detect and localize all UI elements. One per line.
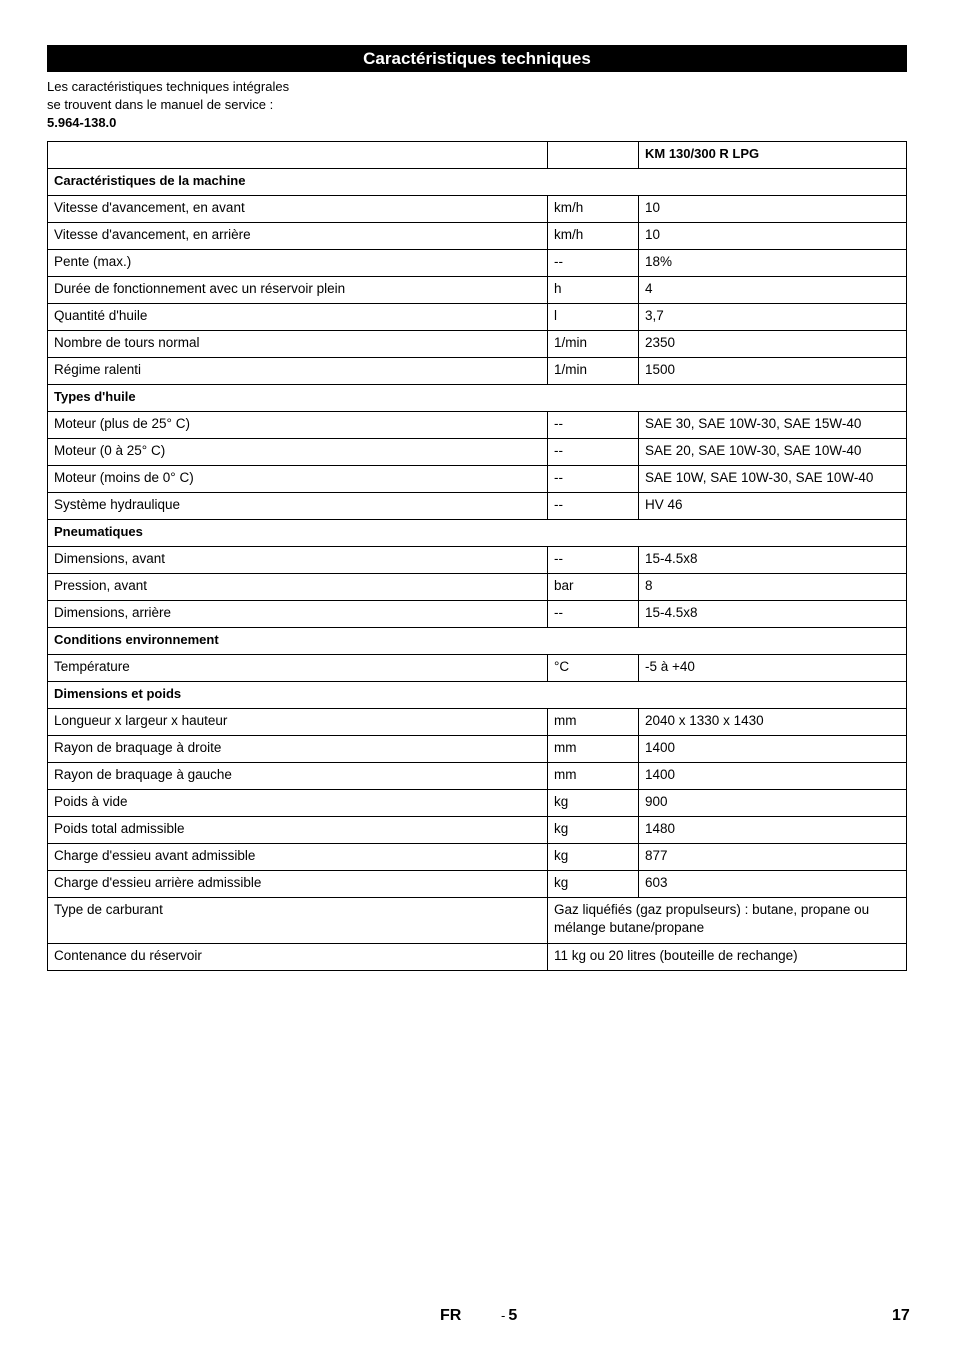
section-header-row: [48, 520, 907, 547]
spec-unit: h: [548, 277, 639, 304]
footer-section-page-number: 5: [508, 1307, 518, 1324]
table-row: [48, 277, 907, 304]
table-row: [48, 493, 907, 520]
spec-unit: km/h: [548, 223, 639, 250]
spec-label: Poids à vide: [48, 790, 548, 817]
spec-unit: kg: [548, 844, 639, 871]
header-unit-cell: [548, 142, 639, 169]
table-row: [48, 763, 907, 790]
table-row: [48, 223, 907, 250]
spec-value: 603: [639, 871, 907, 898]
spec-value: 1480: [639, 817, 907, 844]
section-title: Conditions environnement: [48, 628, 907, 655]
spec-unit: l: [548, 304, 639, 331]
spec-label: Nombre de tours normal: [48, 331, 548, 358]
table-row: [48, 304, 907, 331]
spec-unit: km/h: [548, 196, 639, 223]
section-title: Dimensions et poids: [48, 682, 907, 709]
spec-unit: kg: [548, 817, 639, 844]
table-row: [48, 547, 907, 574]
spec-label: Système hydraulique: [48, 493, 548, 520]
model-header: KM 130/300 R LPG: [639, 142, 907, 169]
spec-label: Moteur (moins de 0° C): [48, 466, 548, 493]
spec-label: Moteur (0 à 25° C): [48, 439, 548, 466]
table-row: [48, 412, 907, 439]
table-row: [48, 655, 907, 682]
spec-label: Charge d'essieu avant admissible: [48, 844, 548, 871]
table-row: [48, 817, 907, 844]
spec-label: Vitesse d'avancement, en arrière: [48, 223, 548, 250]
specifications-table: [47, 141, 907, 971]
intro-line-2: se trouvent dans le manuel de service :: [47, 97, 274, 112]
spec-unit: --: [548, 547, 639, 574]
spec-unit: --: [548, 412, 639, 439]
table-row: [48, 574, 907, 601]
spec-unit: mm: [548, 763, 639, 790]
table-row: [48, 466, 907, 493]
spec-value: 877: [639, 844, 907, 871]
table-row: [48, 898, 907, 944]
section-title: Types d'huile: [48, 385, 907, 412]
section-header-row: [48, 385, 907, 412]
table-row: [48, 709, 907, 736]
spec-unit: 1/min: [548, 358, 639, 385]
spec-label: Type de carburant: [48, 898, 548, 944]
section-header-row: [48, 682, 907, 709]
spec-label: Dimensions, avant: [48, 547, 548, 574]
spec-value: 1400: [639, 763, 907, 790]
table-row: [48, 790, 907, 817]
spec-value: 10: [639, 196, 907, 223]
section-title: Caractéristiques de la machine: [48, 169, 907, 196]
spec-label: Poids total admissible: [48, 817, 548, 844]
table-row: [48, 196, 907, 223]
spec-value: SAE 30, SAE 10W-30, SAE 15W-40: [639, 412, 907, 439]
spec-value: 2350: [639, 331, 907, 358]
footer-dash: -: [501, 1308, 506, 1323]
spec-label: Contenance du réservoir: [48, 944, 548, 971]
spec-label: Longueur x largeur x hauteur: [48, 709, 548, 736]
spec-label: Dimensions, arrière: [48, 601, 548, 628]
table-header-row: [48, 142, 907, 169]
spec-unit: mm: [548, 709, 639, 736]
spec-value: SAE 10W, SAE 10W-30, SAE 10W-40: [639, 466, 907, 493]
spec-unit: kg: [548, 790, 639, 817]
page-title: Caractéristiques techniques: [47, 45, 907, 72]
table-row: [48, 871, 907, 898]
spec-label: Quantité d'huile: [48, 304, 548, 331]
spec-value: 4: [639, 277, 907, 304]
spec-label: Pente (max.): [48, 250, 548, 277]
spec-value: 15-4.5x8: [639, 601, 907, 628]
spec-value: 900: [639, 790, 907, 817]
spec-label: Régime ralenti: [48, 358, 548, 385]
spec-unit: --: [548, 466, 639, 493]
footer-page-number: 17: [892, 1307, 910, 1324]
spec-value: HV 46: [639, 493, 907, 520]
section-header-row: [48, 169, 907, 196]
table-row: [48, 358, 907, 385]
spec-label: Moteur (plus de 25° C): [48, 412, 548, 439]
spec-label: Charge d'essieu arrière admissible: [48, 871, 548, 898]
spec-label: Pression, avant: [48, 574, 548, 601]
spec-unit: 1/min: [548, 331, 639, 358]
table-row: [48, 944, 907, 971]
table-row: [48, 844, 907, 871]
spec-unit: mm: [548, 736, 639, 763]
table-row: [48, 736, 907, 763]
spec-unit: bar: [548, 574, 639, 601]
spec-unit: --: [548, 439, 639, 466]
spec-label: Rayon de braquage à gauche: [48, 763, 548, 790]
spec-label: Température: [48, 655, 548, 682]
spec-label: Durée de fonctionnement avec un réservoir plein: [48, 277, 548, 304]
service-manual-reference: 5.964-138.0: [47, 115, 117, 130]
spec-value: Gaz liquéfiés (gaz propulseurs) : butane, propane ou mélange butane/propane: [548, 898, 907, 944]
spec-unit: --: [548, 493, 639, 520]
section-header-row: [48, 628, 907, 655]
spec-unit: --: [548, 250, 639, 277]
table-row: [48, 331, 907, 358]
intro-text: [47, 78, 289, 132]
spec-value: 10: [639, 223, 907, 250]
table-row: [48, 601, 907, 628]
spec-value: SAE 20, SAE 10W-30, SAE 10W-40: [639, 439, 907, 466]
spec-value: 1500: [639, 358, 907, 385]
table-row: [48, 250, 907, 277]
table-row: [48, 439, 907, 466]
section-title: Pneumatiques: [48, 520, 907, 547]
spec-value: -5 à +40: [639, 655, 907, 682]
spec-value: 15-4.5x8: [639, 547, 907, 574]
footer-language: FR: [440, 1307, 462, 1324]
spec-value: 8: [639, 574, 907, 601]
spec-unit: --: [548, 601, 639, 628]
spec-value: 3,7: [639, 304, 907, 331]
spec-value: 18%: [639, 250, 907, 277]
spec-value: 2040 x 1330 x 1430: [639, 709, 907, 736]
spec-value: 1400: [639, 736, 907, 763]
spec-value: 11 kg ou 20 litres (bouteille de rechange): [548, 944, 907, 971]
spec-unit: °C: [548, 655, 639, 682]
spec-unit: kg: [548, 871, 639, 898]
footer-section-page: [501, 1307, 517, 1325]
header-label-cell: [48, 142, 548, 169]
spec-label: Rayon de braquage à droite: [48, 736, 548, 763]
intro-line-1: Les caractéristiques techniques intégrales: [47, 79, 290, 94]
spec-label: Vitesse d'avancement, en avant: [48, 196, 548, 223]
